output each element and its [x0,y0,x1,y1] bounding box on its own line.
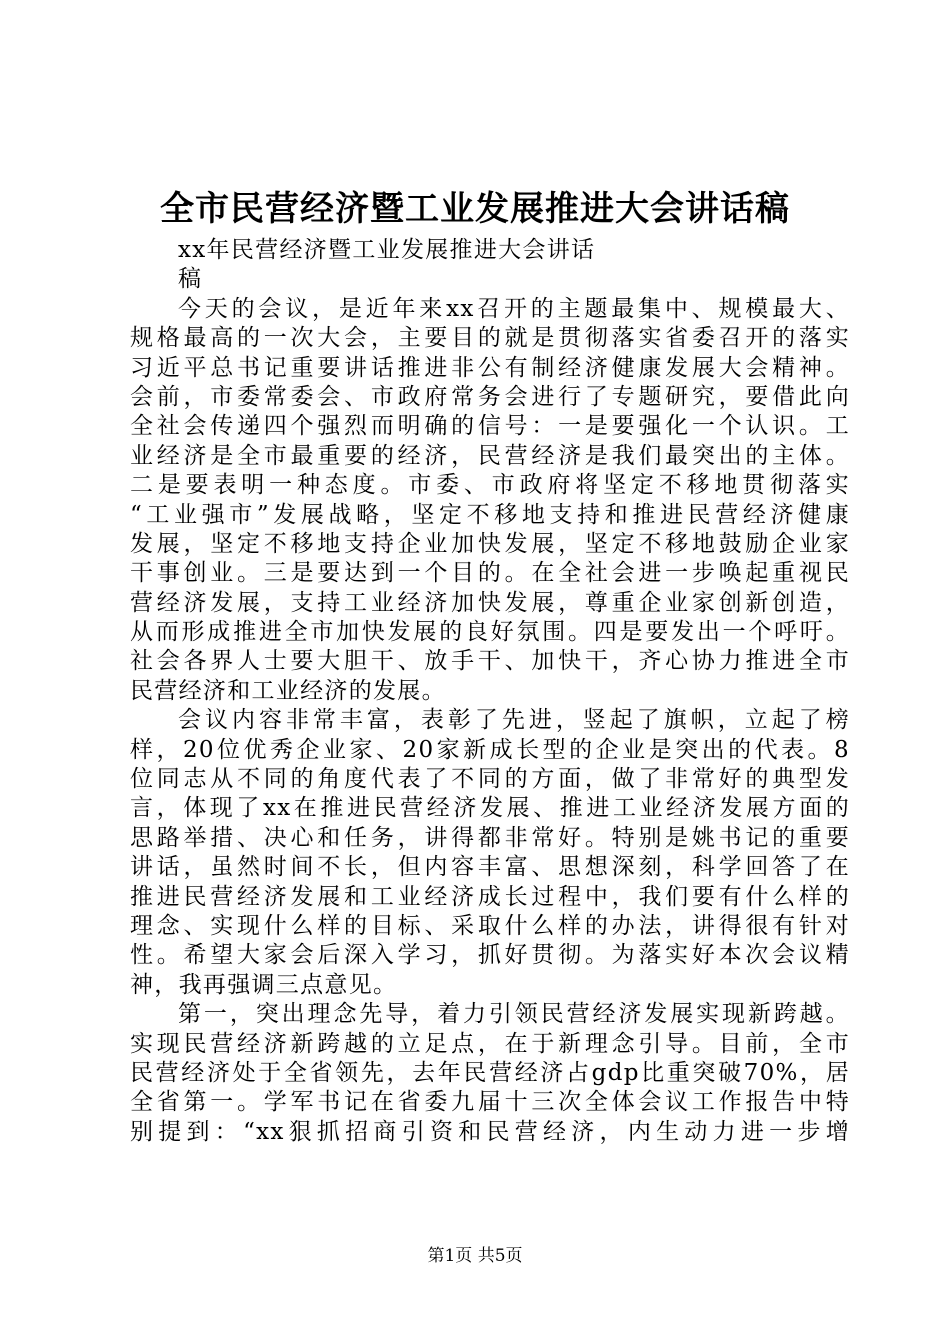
text-line: 别提到：“xx狠抓招商引资和民营经济，内生动力进一步增 [130,1118,850,1145]
text-line: 习近平总书记重要讲话推进非公有制经济健康发展大会精神。 [130,354,850,381]
text-line: 全省第一。学军书记在省委九届十三次全体会议工作报告中特 [130,1089,850,1116]
text-line: 民营经济和工业经济的发展。 [130,677,446,704]
text-line: 会前，市委常委会、市政府常务会进行了专题研究，要借此向 [130,383,850,410]
text-line: 讲话，虽然时间不长，但内容丰富、思想深刻，科学回答了在 [130,854,850,881]
text-line: 思路举措、决心和任务，讲得都非常好。特别是姚书记的重要 [130,824,850,851]
text-line: 从而形成推进全市加快发展的良好氛围。四是要发出一个呼吁。 [130,619,850,646]
text-line: 规格最高的一次大会，主要目的就是贯彻落实省委召开的落实 [130,325,850,352]
text-line: 全社会传递四个强烈而明确的信号：一是要强化一个认识。工 [130,413,850,440]
text-line: 实现民营经济新跨越的立足点，在于新理念引导。目前，全市 [130,1030,850,1057]
text-line: 稿 [178,266,203,293]
text-line: 理念、实现什么样的目标、采取什么样的办法，讲得很有针对 [130,912,850,939]
document-title: 全市民营经济暨工业发展推进大会讲话稿 [160,189,790,229]
text-line: 业经济是全市最重要的经济，民营经济是我们最突出的主体。 [130,442,850,469]
text-line: 样，20位优秀企业家、20家新成长型的企业是突出的代表。8 [130,736,850,763]
text-line: 会议内容非常丰富，表彰了先进，竖起了旗帜，立起了榜 [178,707,850,734]
text-line: 营经济发展，支持工业经济加快发展，尊重企业家创新创造， [130,589,850,616]
text-line: 位同志从不同的角度代表了不同的方面，做了非常好的典型发 [130,766,850,793]
text-line: 今天的会议，是近年来xx召开的主题最集中、规模最大、 [178,295,850,322]
document-body [130,236,850,1147]
text-line: 民营经济处于全省领先，去年民营经济占gdp比重突破70%，居 [130,1059,850,1086]
text-line: 社会各界人士要大胆干、放手干、加快干，齐心协力推进全市 [130,648,850,675]
text-line: 言，体现了xx在推进民营经济发展、推进工业经济发展方面的 [130,795,850,822]
text-line: 干事创业。三是要达到一个目的。在全社会进一步唤起重视民 [130,560,850,587]
text-line: xx年民营经济暨工业发展推进大会讲话 [178,237,596,263]
text-line: 二是要表明一种态度。市委、市政府将坚定不移地贯彻落实 [130,472,850,499]
page-footer: 第1页 共5页 [427,1246,523,1266]
text-line: 推进民营经济发展和工业经济成长过程中，我们要有什么样的 [130,883,850,910]
text-line: 神，我再强调三点意见。 [130,971,398,998]
text-line: 性。希望大家会后深入学习，抓好贯彻。为落实好本次会议精 [130,942,850,969]
text-line: 第一，突出理念先导，着力引领民营经济发展实现新跨越。 [178,1001,850,1028]
text-line: “工业强市”发展战略，坚定不移地支持和推进民营经济健康 [130,501,850,528]
text-line: 发展，坚定不移地支持企业加快发展，坚定不移地鼓励企业家 [130,530,850,557]
